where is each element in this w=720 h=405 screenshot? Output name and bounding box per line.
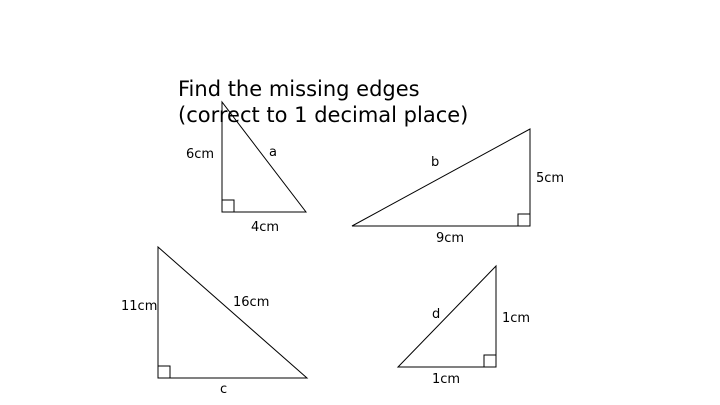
triangle-3-vertical-label: 11cm (121, 299, 158, 314)
triangle-4 (398, 266, 496, 367)
triangle-2-hypotenuse-label: b (431, 155, 440, 170)
triangle-4-right-angle-marker (484, 355, 496, 367)
triangle-2-right-angle-marker (518, 214, 530, 226)
triangle-3-base-label: c (220, 382, 228, 397)
triangle-1-outline (222, 102, 306, 212)
triangle-1-vertical-label: 6cm (186, 147, 215, 162)
triangle-4-hypotenuse-label: d (432, 307, 441, 322)
triangle-2 (352, 129, 530, 226)
triangle-2-base-label: 9cm (436, 231, 465, 246)
triangle-1-right-angle-marker (222, 200, 234, 212)
title-line-1: Find the missing edges (178, 77, 420, 101)
triangle-2-outline (352, 129, 530, 226)
triangle-2-vertical-label: 5cm (536, 171, 565, 186)
triangle-3-right-angle-marker (158, 366, 170, 378)
triangle-4-outline (398, 266, 496, 367)
triangle-4-vertical-label: 1cm (502, 311, 531, 326)
title-line-2: (correct to 1 decimal place) (178, 103, 469, 127)
triangle-3-outline (158, 247, 307, 378)
triangle-1-hypotenuse-label: a (269, 145, 277, 160)
triangle-3-hypotenuse-label: 16cm (233, 295, 270, 310)
triangle-1 (222, 102, 306, 212)
triangle-4-base-label: 1cm (432, 372, 461, 387)
triangle-3 (158, 247, 307, 378)
triangle-1-base-label: 4cm (251, 220, 280, 235)
